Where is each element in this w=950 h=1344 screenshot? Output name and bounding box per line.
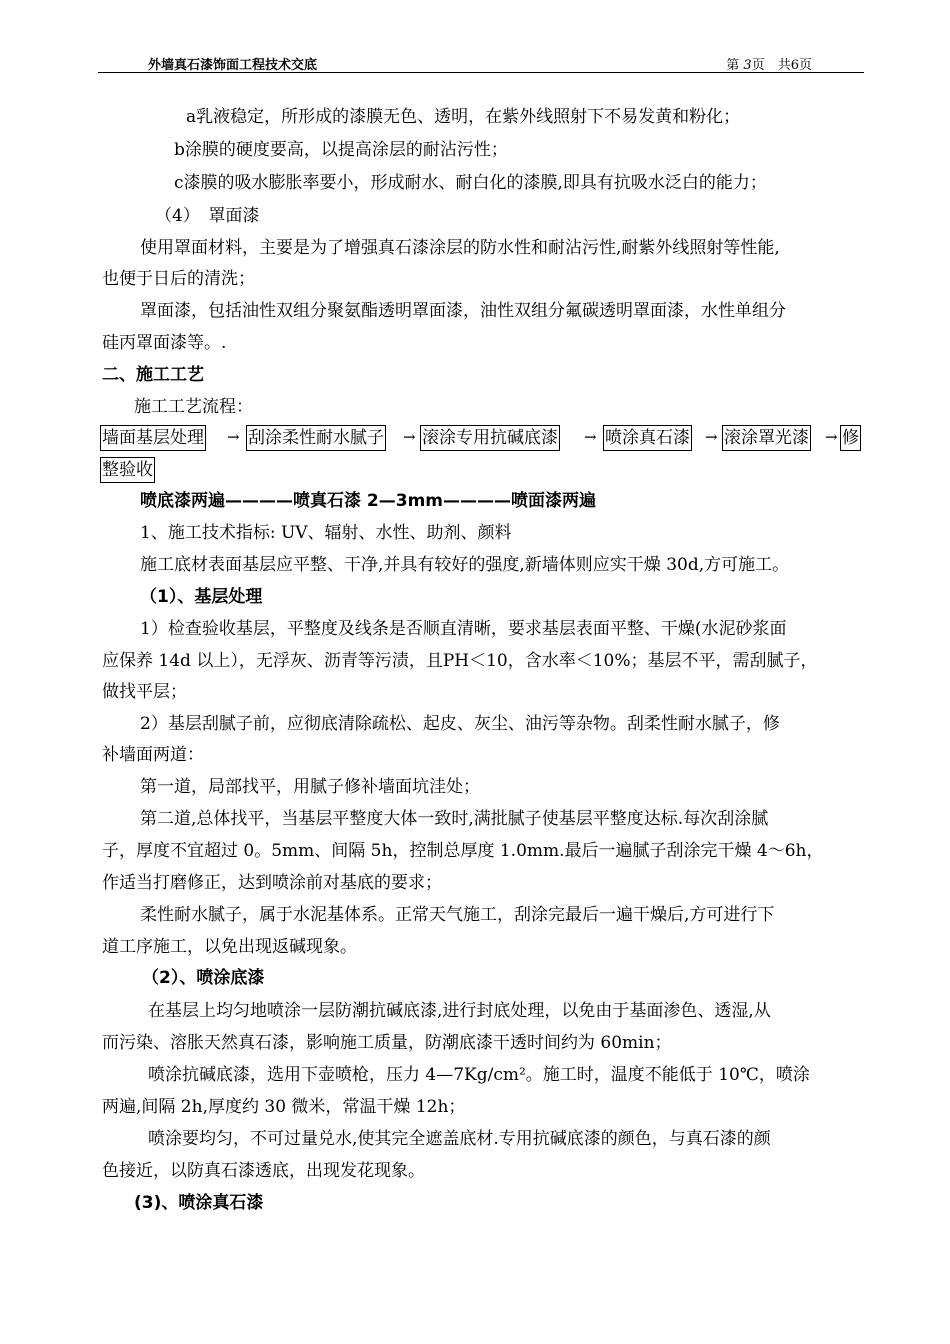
paragraph-line: 两遍,间隔 2h,厚度约 30 微米，常温干燥 12h； (102, 1097, 466, 1117)
paragraph-line: 应保养 14d 以上），无浮灰、沥青等污渍，且PH＜10，含水率＜10%；基层不平，需刮腻子， (102, 651, 818, 671)
paragraph-line: 子，厚度不宜超过 0。5mm、间隔 5h，控制总厚度 1.0mm.最后一遍腻子刮涂完干燥 4～6h， (102, 841, 824, 861)
paragraph-line: c漆膜的吸水膨胀率要小，形成耐水、耐白化的漆膜,即具有抗吸水泛白的能力； (174, 173, 767, 193)
document-title: 外墙真石漆饰面工程技术交底 (148, 58, 318, 73)
page-suffix: 页 (751, 58, 765, 73)
page-prefix: 第 (726, 58, 740, 73)
paragraph-line: 2）基层刮腻子前，应彻底清除疏松、起皮、灰尘、油污等杂物。刮柔性耐水腻子，修 (140, 714, 780, 734)
paragraph-line: b涂膜的硬度要高，以提高涂层的耐沾污性； (174, 140, 508, 160)
arrow-right-icon: → (227, 428, 240, 446)
flow-step-topcoat: 滚涂罩光漆 (722, 425, 811, 451)
paragraph-line: 色接近，以防真石漆透底，出现发花现象。 (102, 1161, 425, 1181)
current-page: 3 (743, 58, 752, 73)
paragraph-line: 第二道,总体找平，当基层平整度大体一致时,满批腻子使基层平整度达标.每次刮涂腻 (140, 809, 769, 829)
paragraph-line: 施工底材表面基层应平整、干净,并具有较好的强度,新墙体则应实干燥 30d,方可施工。 (140, 555, 790, 575)
paragraph-line: 喷涂抗碱底漆，选用下壶喷枪，压力 4—7Kg/cm²。施工时，温度不能低于 10℃，喷涂 (148, 1065, 810, 1085)
arrow-right-icon: → (825, 428, 838, 446)
flow-step-primer: 滚涂专用抗碱底漆 (420, 425, 560, 451)
subsection-heading: （2）、喷涂底漆 (142, 968, 265, 988)
paragraph-line: 道工序施工，以免出现返碱现象。 (102, 937, 357, 957)
paragraph-line: 作适当打磨修正，达到喷涂前对基底的要求； (102, 873, 442, 893)
paragraph-line: a乳液稳定，所形成的漆膜无色、透明，在紫外线照射下不易发黄和粉化； (186, 107, 741, 127)
page-number (726, 54, 812, 73)
paragraph-line: 喷涂要均匀，不可过量兑水,使其完全遮盖底材.专用抗碱底漆的颜色，与真石漆的颜 (148, 1129, 771, 1149)
flow-step-stone-paint: 喷涂真石漆 (603, 425, 692, 451)
section-heading: 二、施工工艺 (102, 365, 204, 385)
paragraph-line: 在基层上均匀地喷涂一层防潮抗碱底漆,进行封底处理，以免由于基面渗色、透湿,从 (148, 1001, 771, 1021)
flow-step-base-treatment: 墙面基层处理 (100, 425, 206, 451)
flow-step-finish-part1: 修 (840, 425, 861, 451)
paragraph-line: 1、施工技术指标: UV、辐射、水性、助剂、颜料 (140, 523, 512, 543)
subsection-heading: （4） 罩面漆 (155, 206, 260, 226)
paragraph-line: 罩面漆，包括油性双组分聚氨酯透明罩面漆，油性双组分氟碳透明罩面漆，水性单组分 (140, 301, 786, 321)
paragraph-line: 施工工艺流程： (134, 397, 253, 417)
paragraph-line: 而污染、溶胀天然真石漆，影响施工质量，防潮底漆干透时间约为 60min； (102, 1033, 672, 1053)
flow-step-finish-part2: 整验收 (100, 457, 155, 483)
arrow-right-icon: → (584, 428, 597, 446)
paragraph-line: 也便于日后的清洗； (102, 269, 255, 289)
paragraph-line: 做找平层； (102, 682, 187, 702)
arrow-right-icon: → (705, 428, 718, 446)
paragraph-line: 第一道，局部找平，用腻子修补墙面坑洼处； (140, 777, 480, 797)
flow-step-putty: 刮涂柔性耐水腻子 (246, 425, 386, 451)
total-pages: 共6页 (777, 58, 812, 73)
paragraph-line: 硅丙罩面漆等。. (102, 333, 227, 353)
page-header (98, 54, 864, 73)
paragraph-line: 补墙面两道： (102, 745, 204, 765)
paragraph-line: 柔性耐水腻子，属于水泥基体系。正常天气施工，刮涂完最后一遍干燥后,方可进行下 (140, 905, 775, 925)
spray-sequence: 喷底漆两遍————喷真石漆 2—3mm————喷面漆两遍 (140, 491, 597, 511)
arrow-right-icon: → (403, 428, 416, 446)
subsection-heading: （1）、基层处理 (140, 587, 263, 607)
paragraph-line: 使用罩面材料，主要是为了增强真石漆涂层的防水性和耐沾污性,耐紫外线照射等性能, (140, 238, 780, 258)
subsection-heading: (3)、喷涂真石漆 (134, 1193, 264, 1213)
paragraph-line: 1）检查验收基层，平整度及线条是否顺直清晰，要求基层表面平整、干燥(水泥砂浆面 (140, 619, 787, 639)
